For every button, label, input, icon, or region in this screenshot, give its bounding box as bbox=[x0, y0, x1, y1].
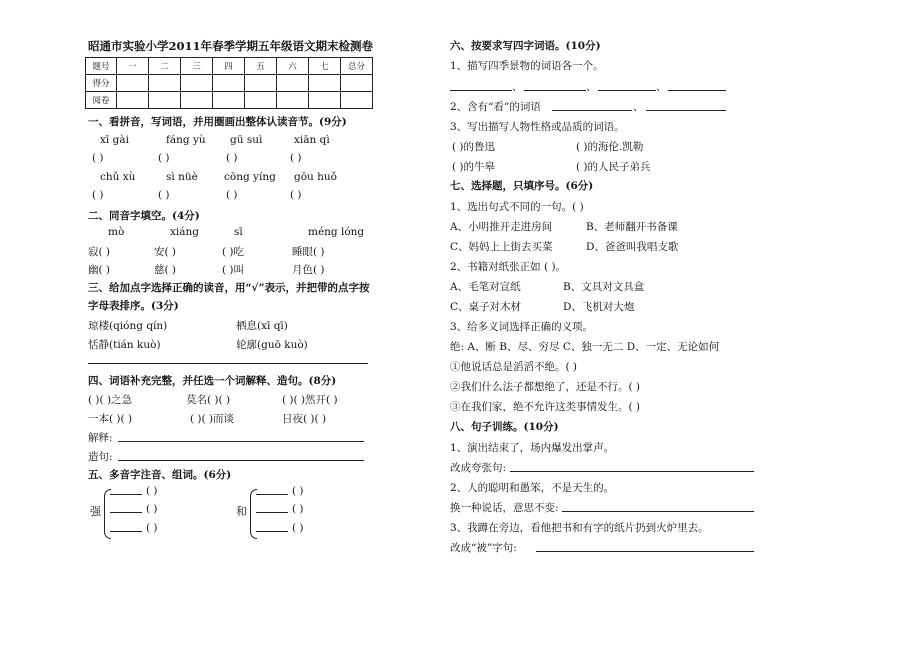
question-text: 3、给多义词选择正确的义项。 bbox=[450, 321, 594, 333]
score-table-cell: 五 bbox=[245, 58, 277, 75]
sentence: 1、演出结束了，场内爆发出掌声。 bbox=[450, 442, 615, 454]
question-text: 2、含有“看”的词语 bbox=[450, 101, 541, 113]
answer-blank[interactable]: ( ) bbox=[158, 189, 170, 201]
option: A、毛笔对宣纸 bbox=[450, 281, 521, 293]
task-label: 换一种说话，意思不变: bbox=[450, 502, 559, 514]
pinyin: mò bbox=[108, 226, 125, 238]
pronunciation-item[interactable]: 栖息(xī qī) bbox=[236, 320, 288, 332]
pinyin-line[interactable] bbox=[110, 531, 142, 532]
fill-item[interactable]: 安( ) bbox=[154, 246, 177, 258]
pinyin: chǔ xù bbox=[100, 171, 136, 183]
idiom-item[interactable]: ( )( )而谈 bbox=[190, 413, 235, 425]
fill-item[interactable]: 睡眼( ) bbox=[292, 246, 325, 258]
score-table-cell: 一 bbox=[117, 58, 149, 75]
pinyin: méng lóng bbox=[308, 226, 365, 238]
score-table-cell: 六 bbox=[277, 58, 309, 75]
fill-item[interactable]: ( )的人民子弟兵 bbox=[576, 161, 651, 173]
score-input-cell[interactable] bbox=[309, 75, 341, 92]
score-table bbox=[85, 57, 373, 109]
polyphone-char: 和 bbox=[236, 505, 247, 518]
score-input-cell[interactable] bbox=[277, 92, 309, 109]
fill-item[interactable]: 慈( ) bbox=[154, 264, 177, 276]
pinyin-line[interactable] bbox=[256, 512, 288, 513]
answer-line[interactable] bbox=[88, 363, 368, 364]
score-input-cell[interactable] bbox=[149, 92, 181, 109]
word-blank[interactable]: ( ) bbox=[146, 485, 158, 497]
pinyin: cōng yíng bbox=[224, 171, 276, 183]
fill-item[interactable]: ( )的牛皋 bbox=[452, 161, 496, 173]
task-label: 改成“被”字句: bbox=[450, 542, 517, 554]
answer-blank[interactable]: ( ) bbox=[158, 152, 170, 164]
score-table-cell: 得分 bbox=[86, 75, 117, 92]
option: B、老师翻开书备课 bbox=[586, 221, 678, 233]
question-text: 1、描写四季景物的词语各一个。 bbox=[450, 60, 604, 72]
pinyin: fáng yù bbox=[166, 134, 206, 146]
score-table-header bbox=[86, 58, 373, 75]
answer-line[interactable] bbox=[524, 90, 586, 91]
task-label: 改成夸张句: bbox=[450, 462, 507, 474]
q8-heading: 八、句子训练。(10分) bbox=[450, 421, 559, 433]
fill-item[interactable]: 寂( ) bbox=[88, 246, 111, 258]
question-text[interactable]: 2、书籍对纸张正如 ( )。 bbox=[450, 261, 567, 273]
q3-heading: 三、给加点字选择正确的读音，用“√”表示，并把带的点字按 bbox=[88, 282, 370, 294]
answer-line[interactable] bbox=[450, 90, 512, 91]
answer-line[interactable] bbox=[598, 90, 656, 91]
score-input-cell[interactable] bbox=[181, 75, 213, 92]
question-text: 3、写出描写人物性格或品质的词语。 bbox=[450, 121, 625, 133]
sentence-label: 造句: bbox=[88, 451, 113, 463]
score-table-row bbox=[86, 92, 373, 109]
polyphone-char: 强 bbox=[90, 505, 101, 518]
answer-blank[interactable]: ( ) bbox=[92, 189, 104, 201]
score-input-cell[interactable] bbox=[181, 92, 213, 109]
score-table-cell: 阅卷 bbox=[86, 92, 117, 109]
q3-heading-cont: 字母表排序。(3分) bbox=[88, 300, 179, 312]
score-table-cell: 四 bbox=[213, 58, 245, 75]
word-blank[interactable]: ( ) bbox=[292, 485, 304, 497]
idiom-item[interactable]: ( )( )之急 bbox=[88, 394, 133, 406]
idiom-item[interactable]: 日夜( )( ) bbox=[282, 413, 327, 425]
option: A、小明推开走进房间 bbox=[450, 221, 553, 233]
answer-blank[interactable]: ( ) bbox=[290, 189, 302, 201]
word-blank[interactable]: ( ) bbox=[292, 503, 304, 515]
separator: 、 bbox=[586, 81, 597, 93]
fill-item[interactable]: ( )的海伦.凯勒 bbox=[576, 141, 644, 153]
score-input-cell[interactable] bbox=[149, 75, 181, 92]
score-input-cell[interactable] bbox=[341, 92, 373, 109]
q4-heading: 四、词语补充完整，并任选一个词解释、造句。(8分) bbox=[88, 375, 337, 387]
answer-blank[interactable]: ( ) bbox=[226, 189, 238, 201]
option: B、文具对文具盒 bbox=[563, 281, 645, 293]
word-blank[interactable]: ( ) bbox=[146, 522, 158, 534]
word-blank[interactable]: ( ) bbox=[292, 522, 304, 534]
fill-item[interactable]: ( )的鲁迅 bbox=[452, 141, 496, 153]
separator: 、 bbox=[633, 101, 644, 113]
pinyin: sì nüè bbox=[166, 171, 198, 183]
sentence: 2、人的聪明和愚笨，不是天生的。 bbox=[450, 482, 615, 494]
sentence: 3、我蹲在旁边，看他把书和有字的纸片扔到火炉里去。 bbox=[450, 522, 709, 534]
explain-label: 解释: bbox=[88, 432, 113, 444]
fill-item[interactable]: ( )吃 bbox=[222, 246, 245, 258]
question-text[interactable]: 1、选出句式不同的一句。( ) bbox=[450, 201, 584, 213]
pinyin: sī bbox=[234, 226, 243, 238]
q2-heading: 二、同音字填空。(4分) bbox=[88, 210, 200, 222]
pinyin: gū suì bbox=[230, 134, 263, 146]
word-blank[interactable]: ( ) bbox=[146, 503, 158, 515]
score-input-cell[interactable] bbox=[117, 75, 149, 92]
pinyin: gōu huǒ bbox=[294, 171, 337, 183]
score-input-cell[interactable] bbox=[309, 92, 341, 109]
score-table-cell: 七 bbox=[309, 58, 341, 75]
sentence-line[interactable] bbox=[118, 460, 364, 461]
score-table-cell: 二 bbox=[149, 58, 181, 75]
pronunciation-item[interactable]: 轮廓(guō kuò) bbox=[236, 339, 308, 351]
score-input-cell[interactable] bbox=[213, 92, 245, 109]
answer-blank[interactable]: ( ) bbox=[226, 152, 238, 164]
pinyin-line[interactable] bbox=[110, 494, 142, 495]
score-input-cell[interactable] bbox=[213, 75, 245, 92]
answer-line[interactable] bbox=[510, 471, 754, 472]
fill-item[interactable]: 幽( ) bbox=[88, 264, 111, 276]
sub-question[interactable]: ③在我们家，绝不允许这类事情发生。( ) bbox=[450, 401, 641, 413]
q6-heading: 六、按要求写四字词语。(10分) bbox=[450, 40, 601, 52]
option: D、爸爸叫我唱支歌 bbox=[586, 241, 679, 253]
definition: 绝: A、断 B、尽、穷尽 C、独一无二 D、一定、无论如何 bbox=[450, 341, 720, 353]
separator: 、 bbox=[512, 81, 523, 93]
pinyin: xī gài bbox=[100, 134, 129, 146]
explain-line[interactable] bbox=[118, 441, 364, 442]
answer-line[interactable] bbox=[562, 511, 754, 512]
idiom-item[interactable]: 莫名( )( ) bbox=[186, 394, 231, 406]
idiom-item[interactable]: ( )( )然开( ) bbox=[282, 394, 338, 406]
sub-question[interactable]: ①他说话总是滔滔不绝。( ) bbox=[450, 361, 578, 373]
answer-blank[interactable]: ( ) bbox=[290, 152, 302, 164]
score-input-cell[interactable] bbox=[277, 75, 309, 92]
q1-heading: 一、看拼音，写词语，并用圈画出整体认读音节。(9分) bbox=[88, 116, 347, 128]
fill-item[interactable]: 月色( ) bbox=[292, 264, 325, 276]
pronunciation-item[interactable]: 琼楼(qióng qín) bbox=[88, 320, 168, 332]
score-table-row bbox=[86, 75, 373, 92]
idiom-item[interactable]: 一本( )( ) bbox=[88, 413, 133, 425]
answer-line[interactable] bbox=[646, 110, 726, 111]
score-input-cell[interactable] bbox=[341, 75, 373, 92]
option: C、妈妈上上街去买菜 bbox=[450, 241, 553, 253]
score-table-cell: 三 bbox=[181, 58, 213, 75]
pronunciation-item[interactable]: 恬静(tián kuò) bbox=[88, 339, 161, 351]
exam-title: 昭通市实验小学2011年春季学期五年级语文期末检测卷 bbox=[88, 39, 374, 53]
score-table-cell: 题号 bbox=[86, 58, 117, 75]
score-input-cell[interactable] bbox=[245, 75, 277, 92]
answer-line[interactable] bbox=[668, 90, 726, 91]
pinyin: xiáng bbox=[170, 226, 200, 238]
pinyin-line[interactable] bbox=[110, 512, 142, 513]
q7-heading: 七、选择题，只填序号。(6分) bbox=[450, 180, 594, 192]
answer-blank[interactable]: ( ) bbox=[92, 152, 104, 164]
score-input-cell[interactable] bbox=[245, 92, 277, 109]
fill-item[interactable]: ( )叫 bbox=[222, 264, 245, 276]
pinyin-line[interactable] bbox=[256, 494, 288, 495]
pinyin: xiān qì bbox=[294, 134, 330, 146]
q5-heading: 五、多音字注音、组词。(6分) bbox=[88, 469, 232, 481]
separator: 、 bbox=[656, 81, 667, 93]
sub-question[interactable]: ②我们什么法子都想绝了，还是不行。( ) bbox=[450, 381, 641, 393]
score-input-cell[interactable] bbox=[117, 92, 149, 109]
answer-line[interactable] bbox=[552, 110, 632, 111]
answer-line[interactable] bbox=[536, 551, 754, 552]
score-table-cell: 总分 bbox=[341, 58, 373, 75]
pinyin-line[interactable] bbox=[256, 531, 288, 532]
option: D、飞机对大炮 bbox=[563, 301, 635, 313]
option: C、桌子对木材 bbox=[450, 301, 522, 313]
